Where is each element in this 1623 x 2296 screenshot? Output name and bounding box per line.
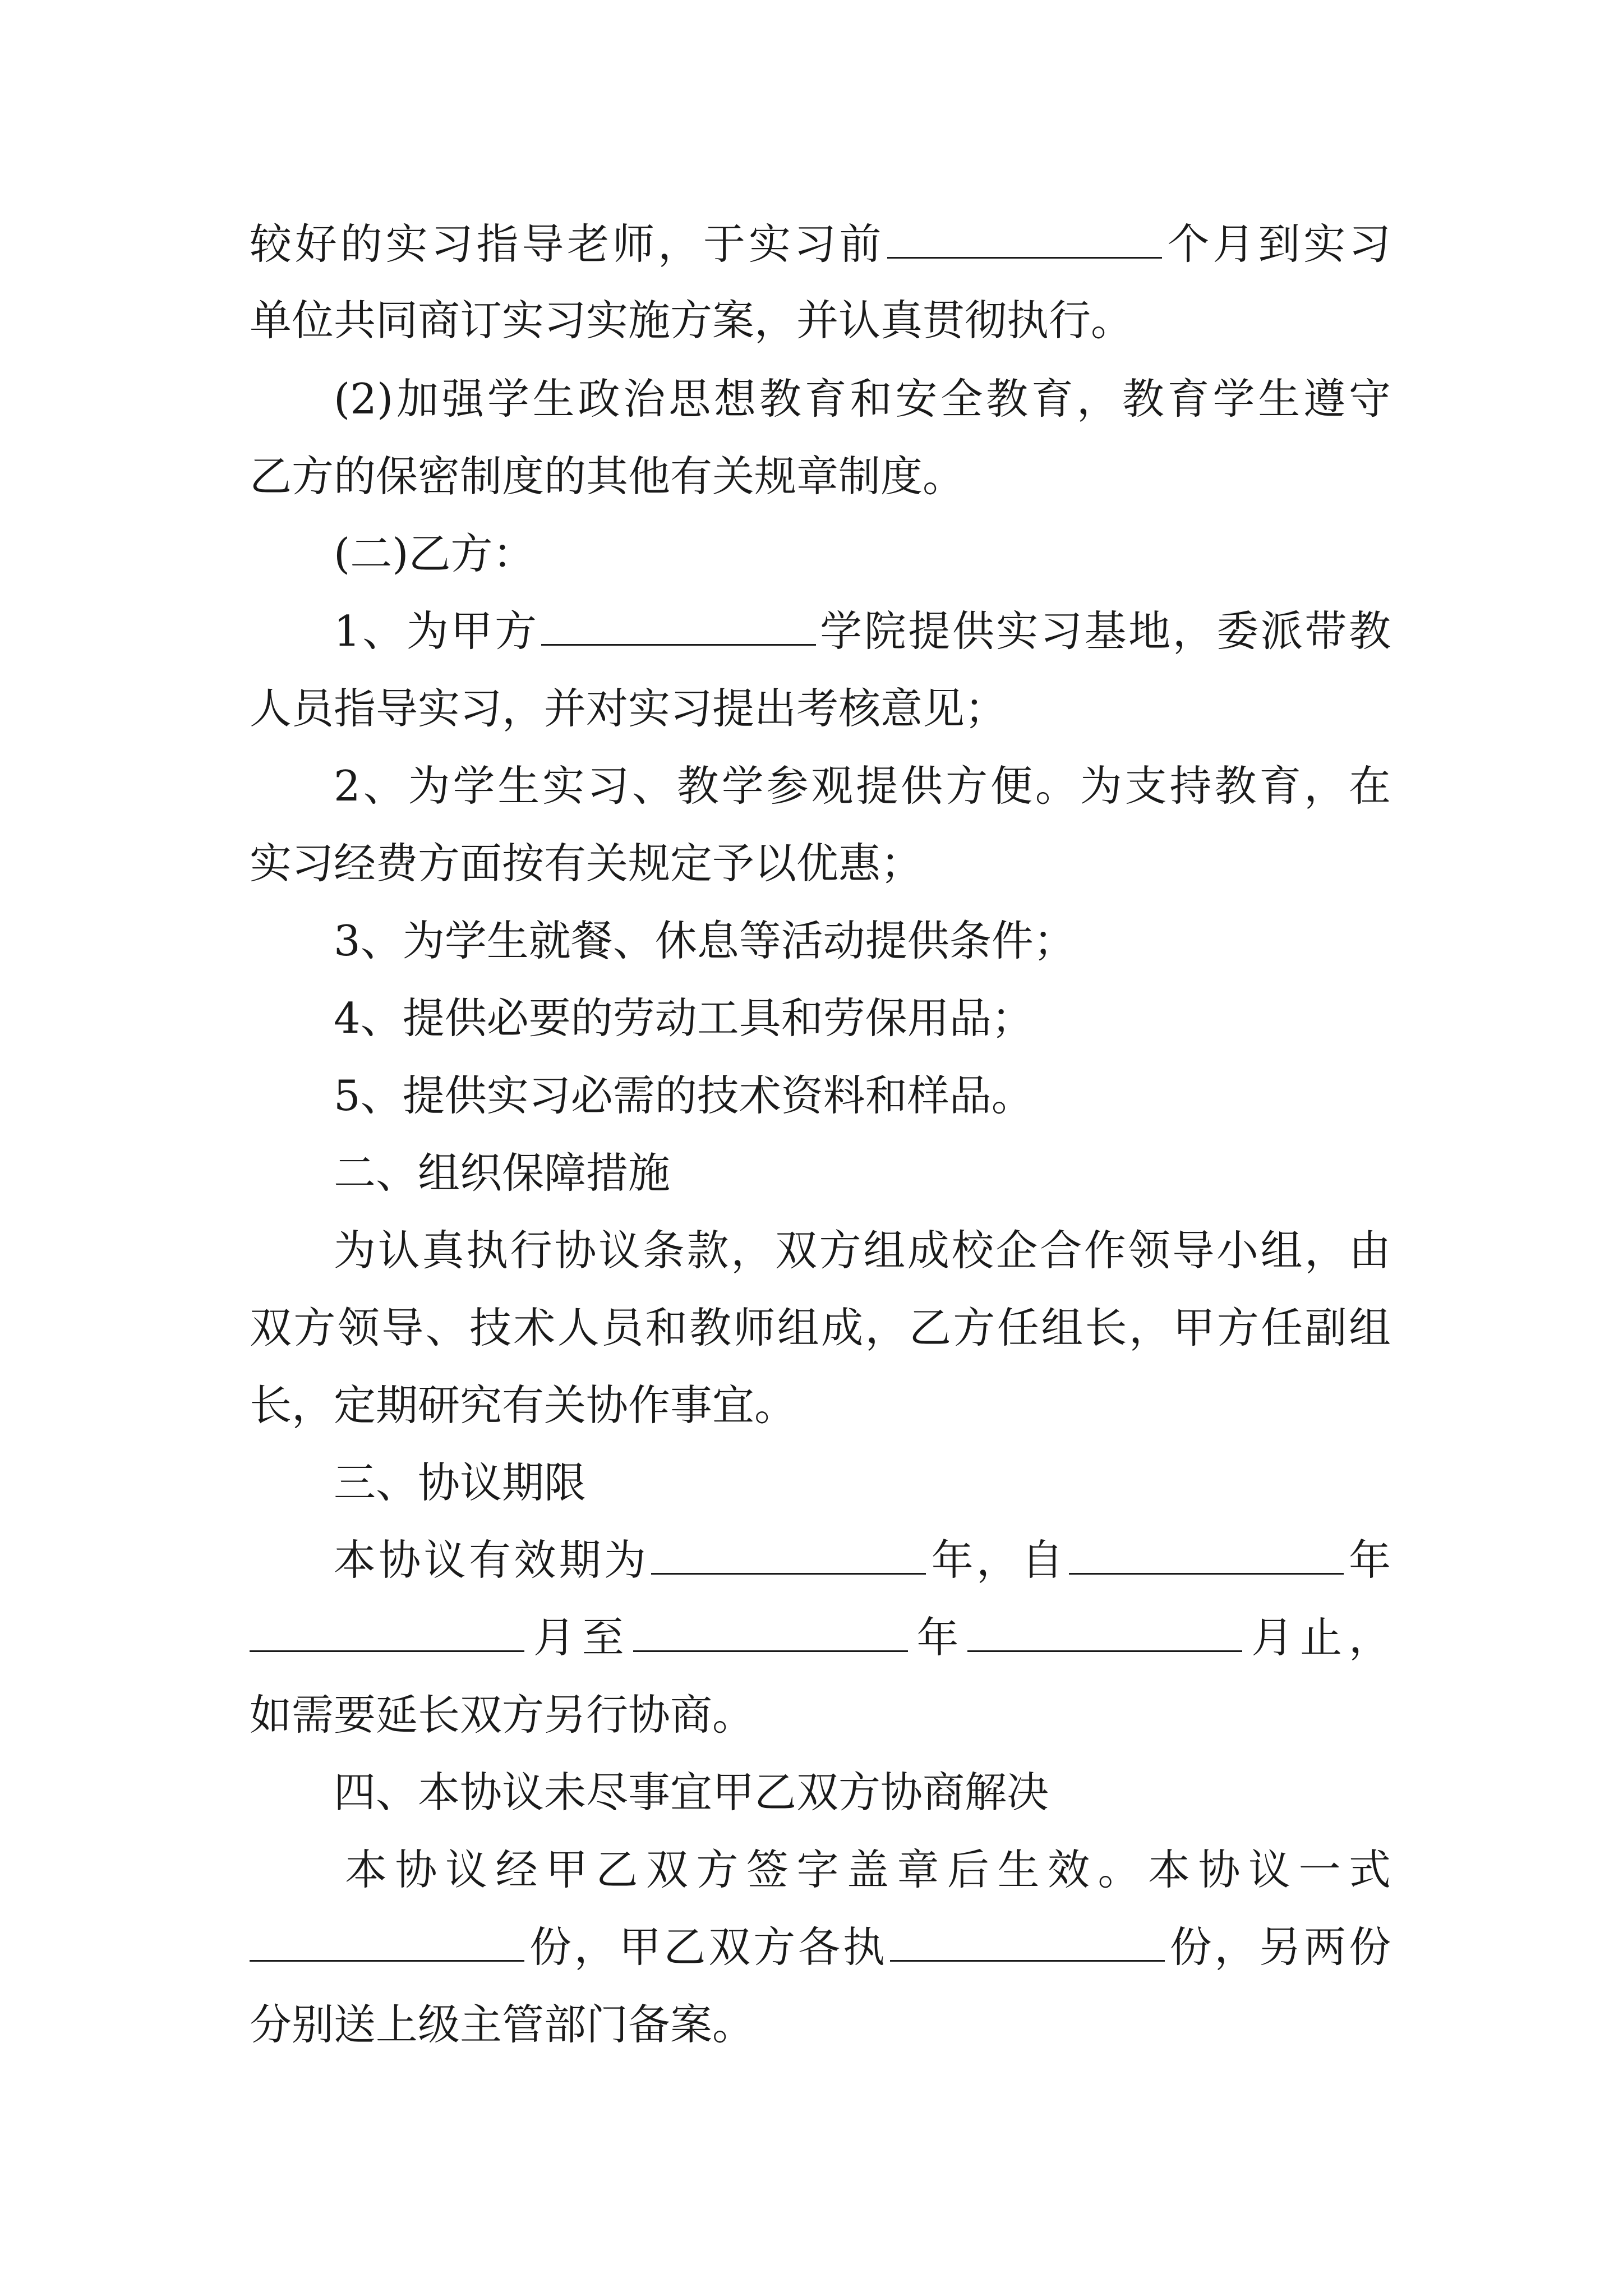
- text-run: 1、为甲方: [334, 606, 539, 656]
- text-run: 学院提供实习基地，委派带教: [818, 606, 1391, 656]
- text-run: 份，另两份: [1166, 1922, 1391, 1972]
- text-run: 份，甲乙双方各执: [527, 1922, 888, 1972]
- paragraph-line: 如需要延长双方另行协商。: [250, 1690, 755, 1740]
- paragraph-line: 人员指导实习，并对实习提出考核意见；: [250, 684, 1007, 733]
- section-heading: 二、组织保障措施: [334, 1148, 671, 1198]
- paragraph-line: [250, 1601, 1391, 1674]
- paragraph-line: 本协议经甲乙双方签字盖章后生效。本协议一式: [345, 1845, 1391, 1894]
- paragraph-line: 4、提供必要的劳动工具和劳保用品；: [334, 993, 1034, 1043]
- section-heading: 三、协议期限: [334, 1458, 587, 1507]
- fill-blank: [651, 1570, 926, 1575]
- paragraph-line: [334, 595, 1391, 668]
- text-run: 本协议有效期为: [334, 1535, 649, 1585]
- paragraph-line: [250, 1911, 1391, 1984]
- paragraph-line: 单位共同商订实习实施方案，并认真贯彻执行。: [250, 296, 1133, 345]
- fill-blank: [1069, 1570, 1344, 1575]
- paragraph-line: 为认真执行协议条款，双方组成校企合作领导小组，由: [334, 1226, 1391, 1275]
- fill-blank: [250, 1647, 524, 1652]
- text-run: 年: [910, 1613, 966, 1662]
- fill-blank: [541, 641, 816, 646]
- text-run: 月至: [527, 1613, 631, 1662]
- paragraph-line: [334, 1524, 1391, 1596]
- paragraph-line: 2、为学生实习、教学参观提供方便。为支持教育，在: [334, 761, 1391, 811]
- text-run: 年，自: [928, 1535, 1067, 1585]
- fill-blank: [250, 1957, 524, 1962]
- text-run: 年: [1345, 1535, 1391, 1585]
- paragraph-line: 分别送上级主管部门备案。: [250, 2000, 755, 2049]
- paragraph-line: [250, 208, 1391, 280]
- fill-blank: [633, 1647, 908, 1652]
- paragraph-line: 乙方的保密制度的其他有关规章制度。: [250, 452, 965, 501]
- paragraph-line: 5、提供实习必需的技术资料和样品。: [334, 1071, 1034, 1120]
- paragraph-line: (2)加强学生政治思想教育和安全教育，教育学生遵守: [334, 374, 1391, 424]
- section-heading: 四、本协议未尽事宜甲乙双方协商解决: [334, 1768, 1049, 1817]
- text-run: 月止，: [1244, 1613, 1391, 1662]
- paragraph-line: (二)乙方：: [334, 529, 535, 578]
- fill-blank: [967, 1647, 1242, 1652]
- text-run: 个月到实习: [1164, 219, 1391, 269]
- fill-blank: [890, 1957, 1165, 1962]
- fill-blank: [887, 254, 1162, 259]
- paragraph-line: 实习经费方面按有关规定予以优惠；: [250, 839, 923, 888]
- paragraph-line: 3、为学生就餐、休息等活动提供条件；: [334, 916, 1076, 965]
- paragraph-line: 双方领导、技术人员和教师组成，乙方任组长，甲方任副组: [250, 1303, 1391, 1352]
- paragraph-line: 长，定期研究有关协作事宜。: [250, 1381, 797, 1430]
- text-run: 较好的实习指导老师，于实习前: [250, 219, 885, 269]
